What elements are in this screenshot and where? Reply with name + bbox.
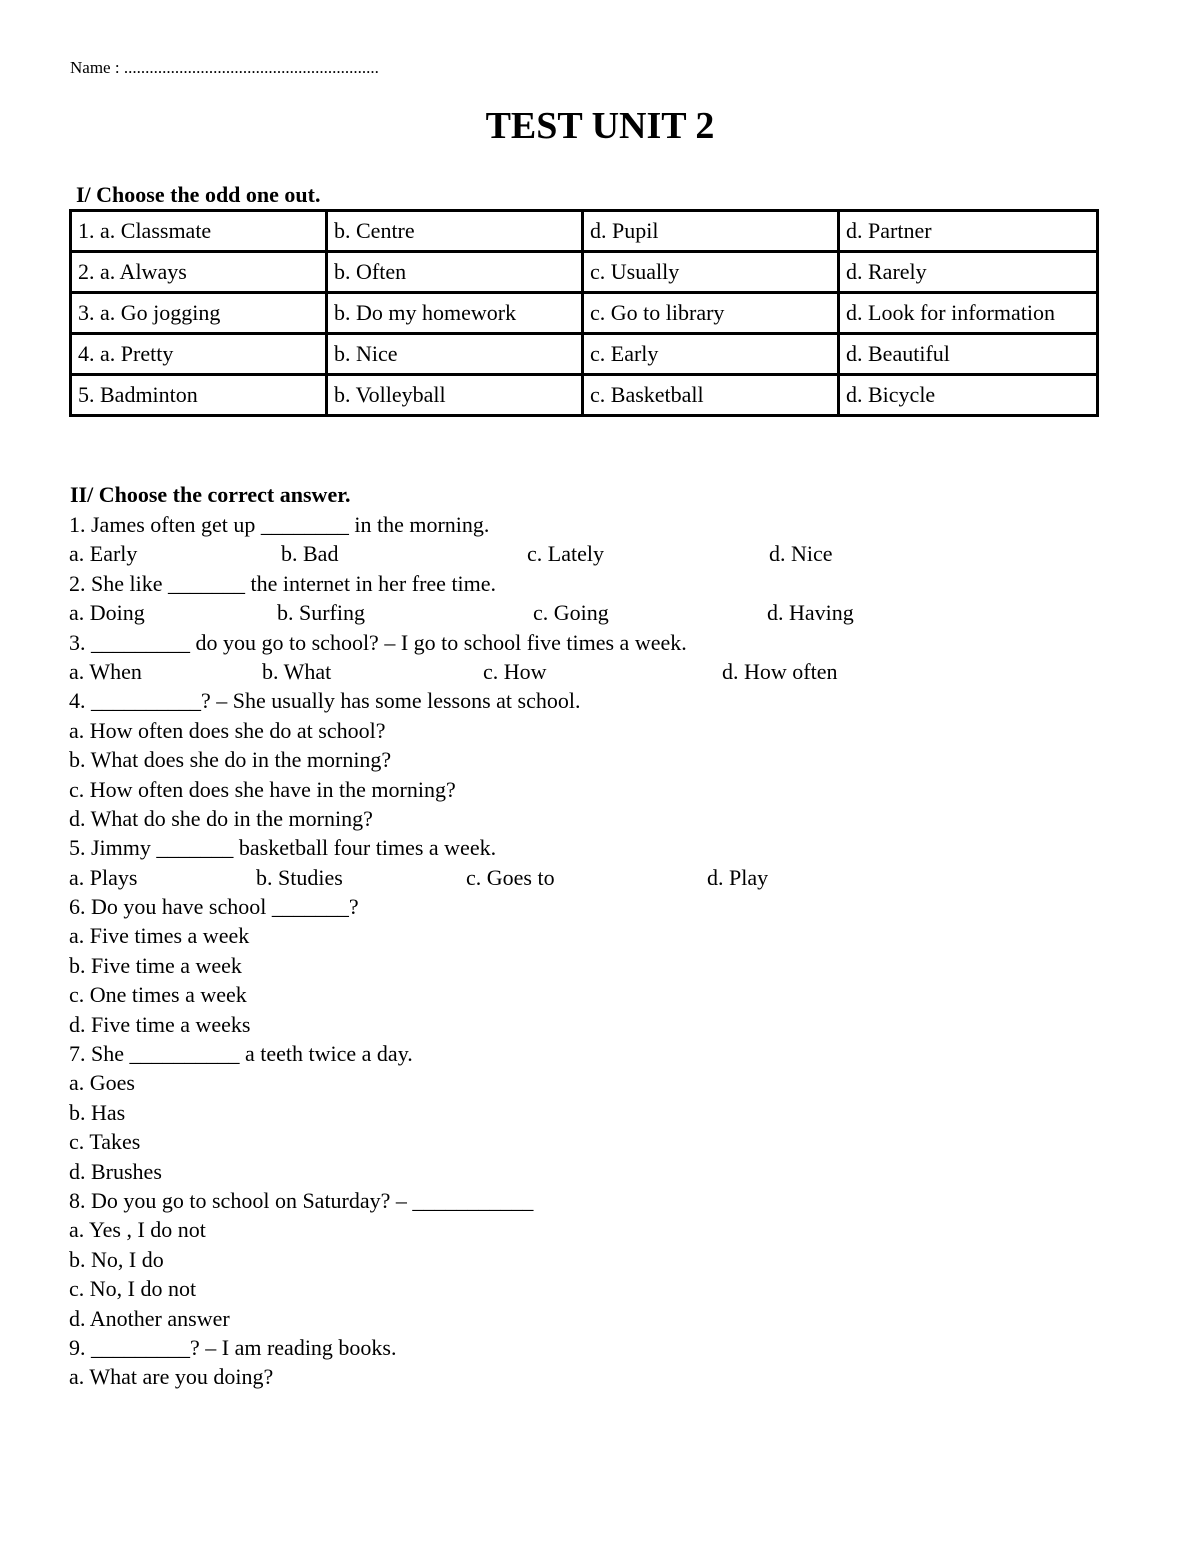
table-row xyxy=(71,334,1098,375)
table-row xyxy=(71,293,1098,334)
option-d: d. Five time a weeks xyxy=(69,1011,251,1037)
table-cell: 2. a. Always xyxy=(71,252,327,293)
question-5-options xyxy=(69,863,769,892)
table-cell: c. Go to library xyxy=(583,293,839,334)
option-b: b. Has xyxy=(69,1099,126,1125)
option-a: a. What are you doing? xyxy=(69,1364,274,1390)
question-6: 6. Do you have school _______? xyxy=(69,894,359,920)
option-a: a. Plays xyxy=(69,864,138,890)
option-d: d. Play xyxy=(707,864,769,890)
question-1-options xyxy=(69,539,833,568)
option-d: d. Another answer xyxy=(69,1305,230,1331)
table-row xyxy=(71,375,1098,416)
table-cell: d. Pupil xyxy=(583,211,839,252)
question-4: 4. __________? – She usually has some lessons at school. xyxy=(69,688,581,714)
section1-heading: I/ Choose the odd one out. xyxy=(76,182,321,207)
question-8: 8. Do you go to school on Saturday? – ___________ xyxy=(69,1187,534,1213)
question-9: 9. _________? – I am reading books. xyxy=(69,1334,397,1360)
table-cell: d. Bicycle xyxy=(839,375,1098,416)
table-cell: c. Early xyxy=(583,334,839,375)
option-d: d. What do she do in the morning? xyxy=(69,805,373,831)
table-cell: b. Centre xyxy=(327,211,583,252)
student-name-field: Name : ............................................................ xyxy=(70,58,379,77)
table-cell: 4. a. Pretty xyxy=(71,334,327,375)
option-a: a. Yes , I do not xyxy=(69,1217,206,1243)
question-list xyxy=(69,510,854,1392)
option-a: a. When xyxy=(69,658,142,684)
option-a: a. Five times a week xyxy=(69,923,250,949)
table-cell: 3. a. Go jogging xyxy=(71,293,327,334)
option-c: c. Going xyxy=(533,600,609,626)
odd-one-out-table xyxy=(69,209,1099,417)
option-d: d. Brushes xyxy=(69,1158,162,1184)
question-2: 2. She like _______ the internet in her free time. xyxy=(69,570,497,596)
question-7: 7. She __________ a teeth twice a day. xyxy=(69,1041,413,1067)
option-c: c. How xyxy=(483,658,547,684)
section2-heading: II/ Choose the correct answer. xyxy=(70,482,351,507)
option-a: a. How often does she do at school? xyxy=(69,717,386,743)
option-d: d. Nice xyxy=(769,541,833,567)
question-3-options xyxy=(69,657,838,686)
option-b: b. Studies xyxy=(256,864,343,890)
table-cell: d. Partner xyxy=(839,211,1098,252)
question-2-options xyxy=(69,598,854,627)
table-cell: 5. Badminton xyxy=(71,375,327,416)
option-c: c. How often does she have in the morning? xyxy=(69,776,456,802)
option-b: b. What does she do in the morning? xyxy=(69,747,392,773)
table-cell: d. Beautiful xyxy=(839,334,1098,375)
table-cell: b. Volleyball xyxy=(327,375,583,416)
option-b: b. Bad xyxy=(281,541,339,567)
option-c: c. Lately xyxy=(527,541,604,567)
question-1: 1. James often get up ________ in the morning. xyxy=(69,512,490,537)
table-cell: d. Rarely xyxy=(839,252,1098,293)
question-5: 5. Jimmy _______ basketball four times a week. xyxy=(69,835,497,861)
option-c: c. One times a week xyxy=(69,982,247,1008)
option-b: b. Five time a week xyxy=(69,952,242,978)
option-b: b. Surfing xyxy=(277,600,365,626)
option-c: c. Goes to xyxy=(466,864,555,890)
option-a: a. Goes xyxy=(69,1070,135,1096)
option-c: c. No, I do not xyxy=(69,1276,197,1302)
table-cell: c. Basketball xyxy=(583,375,839,416)
table-cell: b. Nice xyxy=(327,334,583,375)
option-c: c. Takes xyxy=(69,1129,141,1155)
page-title: TEST UNIT 2 xyxy=(485,105,715,147)
table-cell: c. Usually xyxy=(583,252,839,293)
option-b: b. What xyxy=(262,658,332,684)
question-3: 3. _________ do you go to school? – I go to school five times a week. xyxy=(69,629,687,655)
option-d: d. Having xyxy=(767,600,854,626)
option-a: a. Doing xyxy=(69,600,145,626)
table-cell: d. Look for information xyxy=(839,293,1098,334)
option-d: d. How often xyxy=(722,658,838,684)
table-cell: b. Do my homework xyxy=(327,293,583,334)
table-cell: 1. a. Classmate xyxy=(71,211,327,252)
option-b: b. No, I do xyxy=(69,1246,164,1272)
option-a: a. Early xyxy=(69,541,138,567)
table-row xyxy=(71,252,1098,293)
table-row xyxy=(71,211,1098,252)
table-cell: b. Often xyxy=(327,252,583,293)
